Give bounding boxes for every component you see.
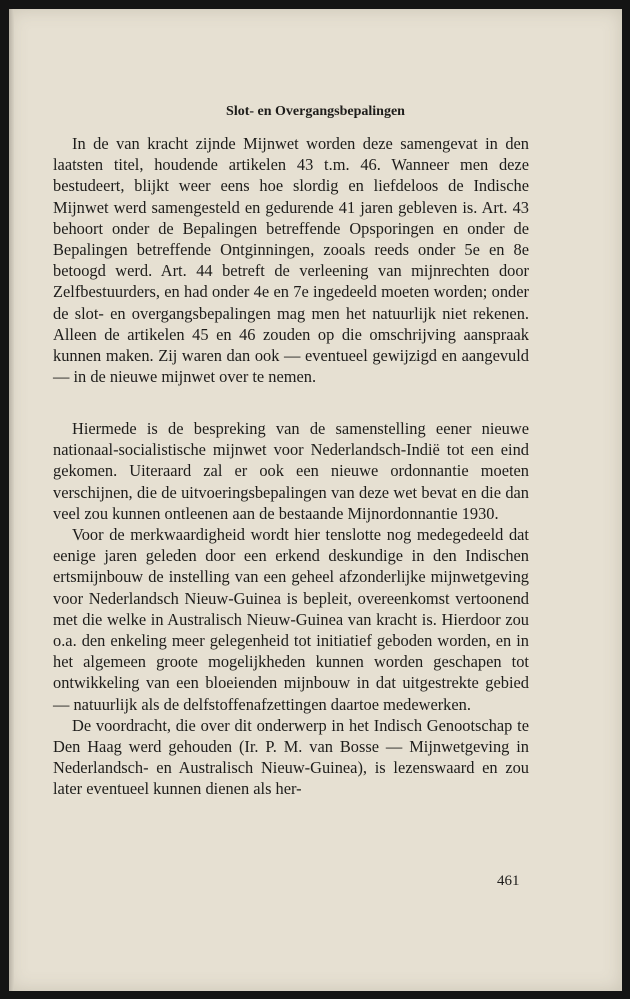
paragraph: In de van kracht zijnde Mijnwet worden deze samengevat in den laatsten titel, houdende artikelen 43 t.m. 46. Wanneer men deze bestudeert, blijkt weer eens hoe slordig en liefdeloos de Indische Mijnwet werd samengesteld en gedurende 41 jaren gebleven is. Art. 43 behoort onder de Bepalingen betreffende Opsporingen en onder de Bepalingen betreffende Ontginningen, zooals reeds onder 5e en 8e betoogd werd. Art. 44 betreft de verleening van mijnrechten door Zelfbestuurders, en had onder 4e en 7e ingedeeld moeten worden; onder de slot- en overgangsbepalingen mag men het natuurlijk niet rekenen. Alleen de artikelen 45 en 46 zouden op die omschrijving aanspraak kunnen maken. Zij waren dan ook — eventueel gewijzigd en aangevuld — in de nieuwe mijnwet over te nemen. [53,134,529,387]
body-block-1 [53,133,529,387]
paragraph: Hiermede is de bespreking van de samenstelling eener nieuwe nationaal-socialistische mijnwet voor Nederlandsch-Indië tot een eind gekomen. Uiteraard zal er ook een nieuwe ordonnantie moeten verschijnen, die de uitvoeringsbepalingen van deze wet bevat en die dan veel zou kunnen ontleenen aan de bestaande Mijnordonnantie 1930. [53,419,529,523]
section-heading: Slot- en Overgangsbepalingen [226,104,405,119]
paragraph: De voordracht, die over dit onderwerp in het Indisch Genootschap te Den Haag werd gehouden (Ir. P. M. van Bosse — Mijnwetgeving in Nederlandsch- en Australisch Nieuw-Guinea), is lezenswaard en zou later eventueel kunnen dienen als her- [53,715,529,799]
paragraph: Voor de merkwaardigheid wordt hier tenslotte nog medegedeeld dat eenige jaren geleden door een erkend deskundige in den Indischen ertsmijnbouw de instelling van een geheel afzonderlijke mijnwetgeving voor Nederlandsch Nieuw-Guinea is bepleit, overeenkomst vertoonend met die welke in Australisch Nieuw-Guinea van kracht is. Hierdoor zou o.a. den enkeling meer gelegenheid tot initiatief geboden worden, en in het algemeen groote mogelijkheden kunnen worden geschapen tot ontwikkeling van een bloeienden mijnbouw in dat uitgestrekte gebied — natuurlijk als de delfstoffenafzettingen daartoe medewerken. [53,525,529,714]
book-page [9,9,622,991]
page-binding-edge [9,9,14,991]
page-number: 461 [497,873,520,889]
body-block-2 [53,418,529,800]
